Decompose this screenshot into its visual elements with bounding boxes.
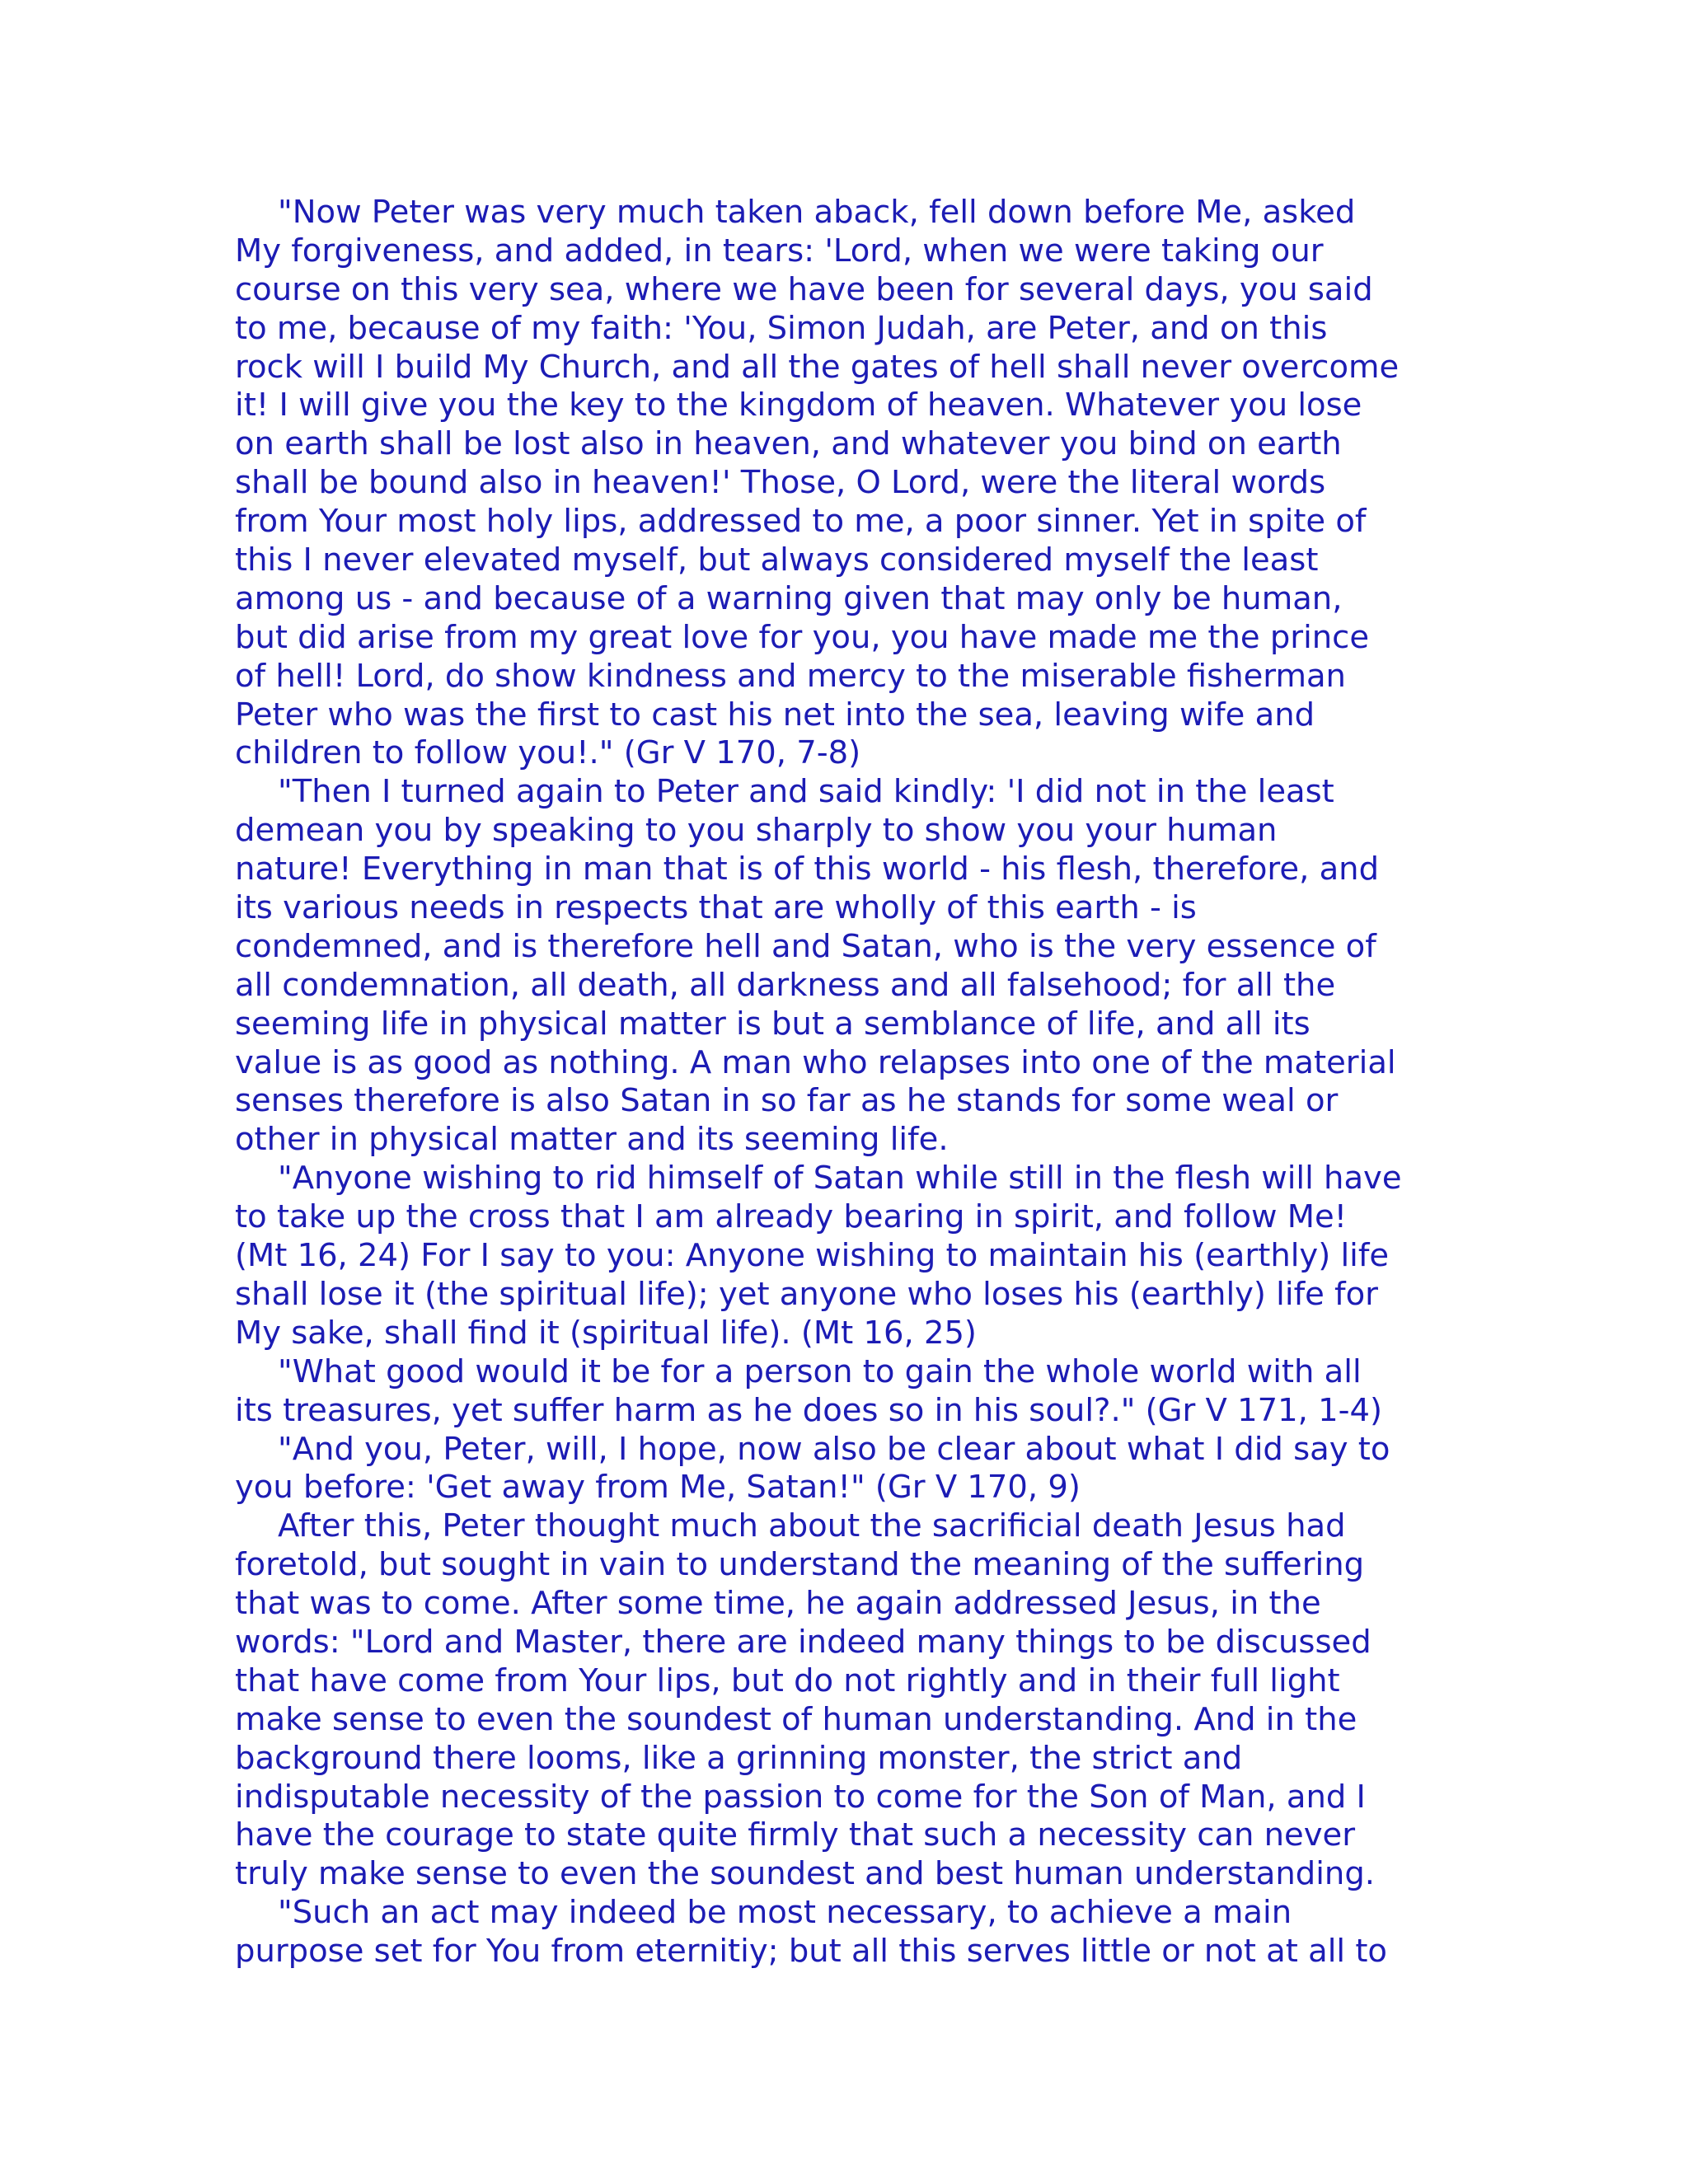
text-line: this I never elevated myself, but always considered myself the least bbox=[235, 541, 1319, 579]
text-line: from Your most holy lips, addressed to me, a poor sinner. Yet in spite of bbox=[235, 503, 1367, 541]
text-line: "Then I turned again to Peter and said kindly: 'I did not in the least bbox=[278, 773, 1334, 811]
body-text bbox=[235, 194, 1688, 1971]
text-line: its treasures, yet suffer harm as he does so in his soul?." (Gr V 171, 1-4) bbox=[235, 1391, 1382, 1429]
text-line: its various needs in respects that are wholly of this earth - is bbox=[235, 889, 1197, 927]
text-line: demean you by speaking to you sharply to show you your human bbox=[235, 812, 1278, 850]
text-line: make sense to even the soundest of human understanding. And in the bbox=[235, 1700, 1357, 1738]
text-line: to take up the cross that I am already bearing in spirit, and follow Me! bbox=[235, 1198, 1348, 1236]
text-line: foretold, but sought in vain to understand the meaning of the suffering bbox=[235, 1546, 1365, 1584]
text-line: have the courage to state quite firmly that such a necessity can never bbox=[235, 1816, 1356, 1854]
text-line: rock will I build My Church, and all the gates of hell shall never overcome bbox=[235, 348, 1400, 386]
text-line: among us - and because of a warning given that may only be human, bbox=[235, 579, 1343, 617]
text-line: of hell! Lord, do show kindness and mercy to the miserable fisherman bbox=[235, 657, 1346, 695]
text-line: to me, because of my faith: 'You, Simon Judah, are Peter, and on this bbox=[235, 309, 1328, 347]
text-line: truly make sense to even the soundest and best human understanding. bbox=[235, 1855, 1375, 1893]
text-line: nature! Everything in man that is of this world - his flesh, therefore, and bbox=[235, 851, 1380, 888]
text-line: other in physical matter and its seeming life. bbox=[235, 1121, 949, 1159]
text-line: After this, Peter thought much about the sacrificial death Jesus had bbox=[278, 1507, 1346, 1545]
text-line: My sake, shall find it (spiritual life). (Mt 16, 25) bbox=[235, 1314, 977, 1352]
text-line: (Mt 16, 24) For I say to you: Anyone wishing to maintain his (earthly) life bbox=[235, 1237, 1390, 1275]
text-line: course on this very sea, where we have been for several days, you said bbox=[235, 270, 1373, 308]
text-line: but did arise from my great love for you, you have made me the prince bbox=[235, 618, 1370, 656]
text-line: that was to come. After some time, he again addressed Jesus, in the bbox=[235, 1585, 1321, 1623]
text-line: purpose set for You from eternitiy; but all this serves little or not at all to bbox=[235, 1933, 1387, 1971]
text-line: "Now Peter was very much taken aback, fell down before Me, asked bbox=[278, 194, 1356, 231]
text-line: My forgiveness, and added, in tears: 'Lord, when we were taking our bbox=[235, 232, 1324, 269]
text-line: that have come from Your lips, but do not rightly and in their full light bbox=[235, 1661, 1340, 1699]
text-line: indisputable necessity of the passion to come for the Son of Man, and I bbox=[235, 1778, 1366, 1816]
text-line: shall lose it (the spiritual life); yet anyone who loses his (earthly) life for bbox=[235, 1275, 1378, 1313]
text-line: it! I will give you the key to the kingdom of heaven. Whatever you lose bbox=[235, 387, 1362, 424]
text-line: background there looms, like a grinning monster, the strict and bbox=[235, 1739, 1243, 1777]
text-line: all condemnation, all death, all darkness and all falsehood; for all the bbox=[235, 966, 1336, 1004]
text-line: seeming life in physical matter is but a semblance of life, and all its bbox=[235, 1005, 1311, 1043]
text-line: children to follow you!." (Gr V 170, 7-8) bbox=[235, 734, 861, 772]
text-line: condemned, and is therefore hell and Satan, who is the very essence of bbox=[235, 927, 1376, 965]
text-line: shall be bound also in heaven!' Those, O Lord, were the literal words bbox=[235, 464, 1326, 502]
text-line: "What good would it be for a person to gain the whole world with all bbox=[278, 1352, 1362, 1390]
text-line: "And you, Peter, will, I hope, now also be clear about what I did say to bbox=[278, 1430, 1390, 1468]
text-line: you before: 'Get away from Me, Satan!" (Gr V 170, 9) bbox=[235, 1469, 1081, 1507]
text-line: Peter who was the first to cast his net into the sea, leaving wife and bbox=[235, 696, 1315, 733]
text-line: on earth shall be lost also in heaven, and whatever you bind on earth bbox=[235, 425, 1342, 463]
text-line: value is as good as nothing. A man who relapses into one of the material bbox=[235, 1043, 1396, 1081]
text-line: words: "Lord and Master, there are indeed many things to be discussed bbox=[235, 1623, 1372, 1661]
text-line: "Anyone wishing to rid himself of Satan while still in the flesh will have bbox=[278, 1160, 1402, 1197]
text-line: senses therefore is also Satan in so far as he stands for some weal or bbox=[235, 1082, 1339, 1120]
text-line: "Such an act may indeed be most necessary, to achieve a main bbox=[278, 1894, 1292, 1932]
